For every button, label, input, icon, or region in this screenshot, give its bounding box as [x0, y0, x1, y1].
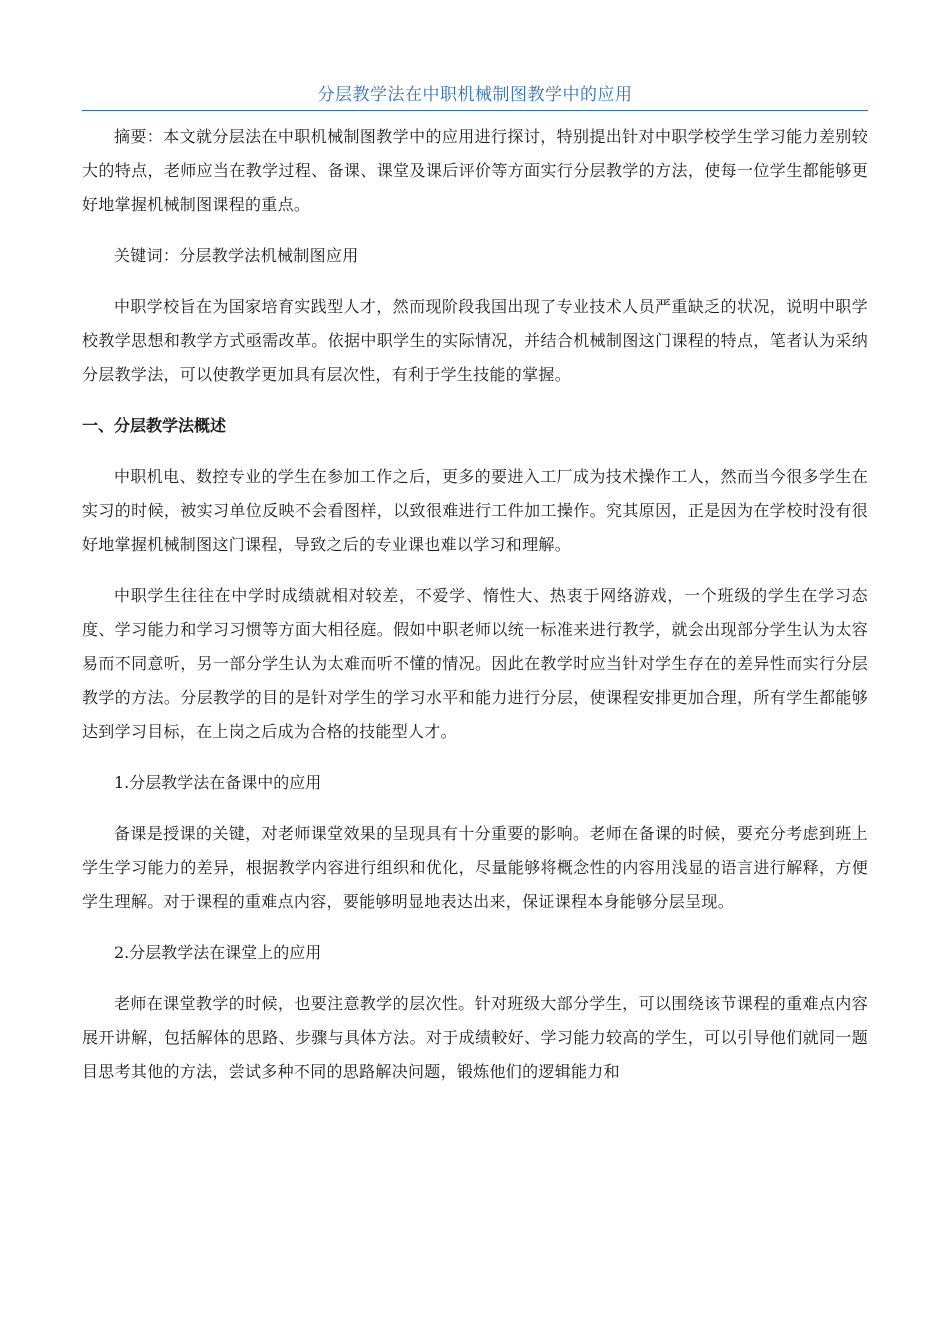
subsection-2-heading: 2.分层教学法在课堂上的应用 [114, 943, 322, 962]
subsection-2-paragraph: 老师在课堂教学的时候，也要注意教学的层次性。针对班级大部分学生，可以围绕该节课程的重难点内容展开讲解，包括解体的思路、步骤与具体方法。对于成绩較好、学习能力较高的学生，可以引导他们就同一题目思考其他的方法，尝试多种不同的思路解决问题，锻炼他们的逻辑能力和 [82, 994, 868, 1081]
subsection-1-paragraph: 备课是授课的关键，对老师课堂效果的呈现具有十分重要的影响。老师在备课的时候，要充分考虑到班上学生学习能力的差异，根据教学内容进行组织和优化，尽量能够将概念性的内容用浅显的语言进行解释，方便学生理解。对于课程的重难点内容，要能够明显地表达出来，保证课程本身能够分层呈现。 [82, 824, 868, 911]
document-body [82, 120, 868, 1106]
keywords-paragraph: 关键词：分层教学法机械制图应用 [114, 246, 359, 265]
document-title: 分层教学法在中职机械制图教学中的应用 [317, 85, 633, 105]
intro-paragraph: 中职学校旨在为国家培育实践型人才，然而现阶段我国出现了专业技术人员严重缺乏的状况，说明中职学校教学思想和教学方式亟需改革。依据中职学生的实际情况，并结合机械制图这门课程的特点，笔者认为采纳分层教学法，可以使教学更加具有层次性，有利于学生技能的掌握。 [82, 297, 868, 384]
abstract-paragraph: 摘要：本文就分层法在中职机械制图教学中的应用进行探讨，特别提出针对中职学校学生学习能力差别较大的特点，老师应当在教学过程、备课、课堂及课后评价等方面实行分层教学的方法，使每一位学生都能够更好地掌握机械制图课程的重点。 [82, 127, 868, 214]
section-1-paragraph-1: 中职机电、数控专业的学生在参加工作之后，更多的要进入工厂成为技术操作工人，然而当今很多学生在实习的时候，被实习单位反映不会看图样，以致很难进行工件加工操作。究其原因，正是因为在学校时没有很好地掌握机械制图这门课程，导致之后的专业课也难以学习和理解。 [82, 467, 868, 554]
page-header [82, 84, 868, 111]
section-1-paragraph-2: 中职学生往往在中学时成绩就相对较差，不爱学、惰性大、热衷于网络游戏，一个班级的学生在学习态度、学习能力和学习习惯等方面大相径庭。假如中职老师以统一标准来进行教学，就会出现部分学生认为太容易而不同意听，另一部分学生认为太难而听不懂的情况。因此在教学时应当针对学生存在的差异性而实行分层教学的方法。分层教学的目的是针对学生的学习水平和能力进行分层，使课程安排更加合理，所有学生都能够达到学习目标，在上岗之后成为合格的技能型人才。 [82, 586, 868, 741]
subsection-1-heading: 1.分层教学法在备课中的应用 [114, 773, 322, 792]
section-1-heading: 一、分层教学法概述 [82, 416, 227, 435]
